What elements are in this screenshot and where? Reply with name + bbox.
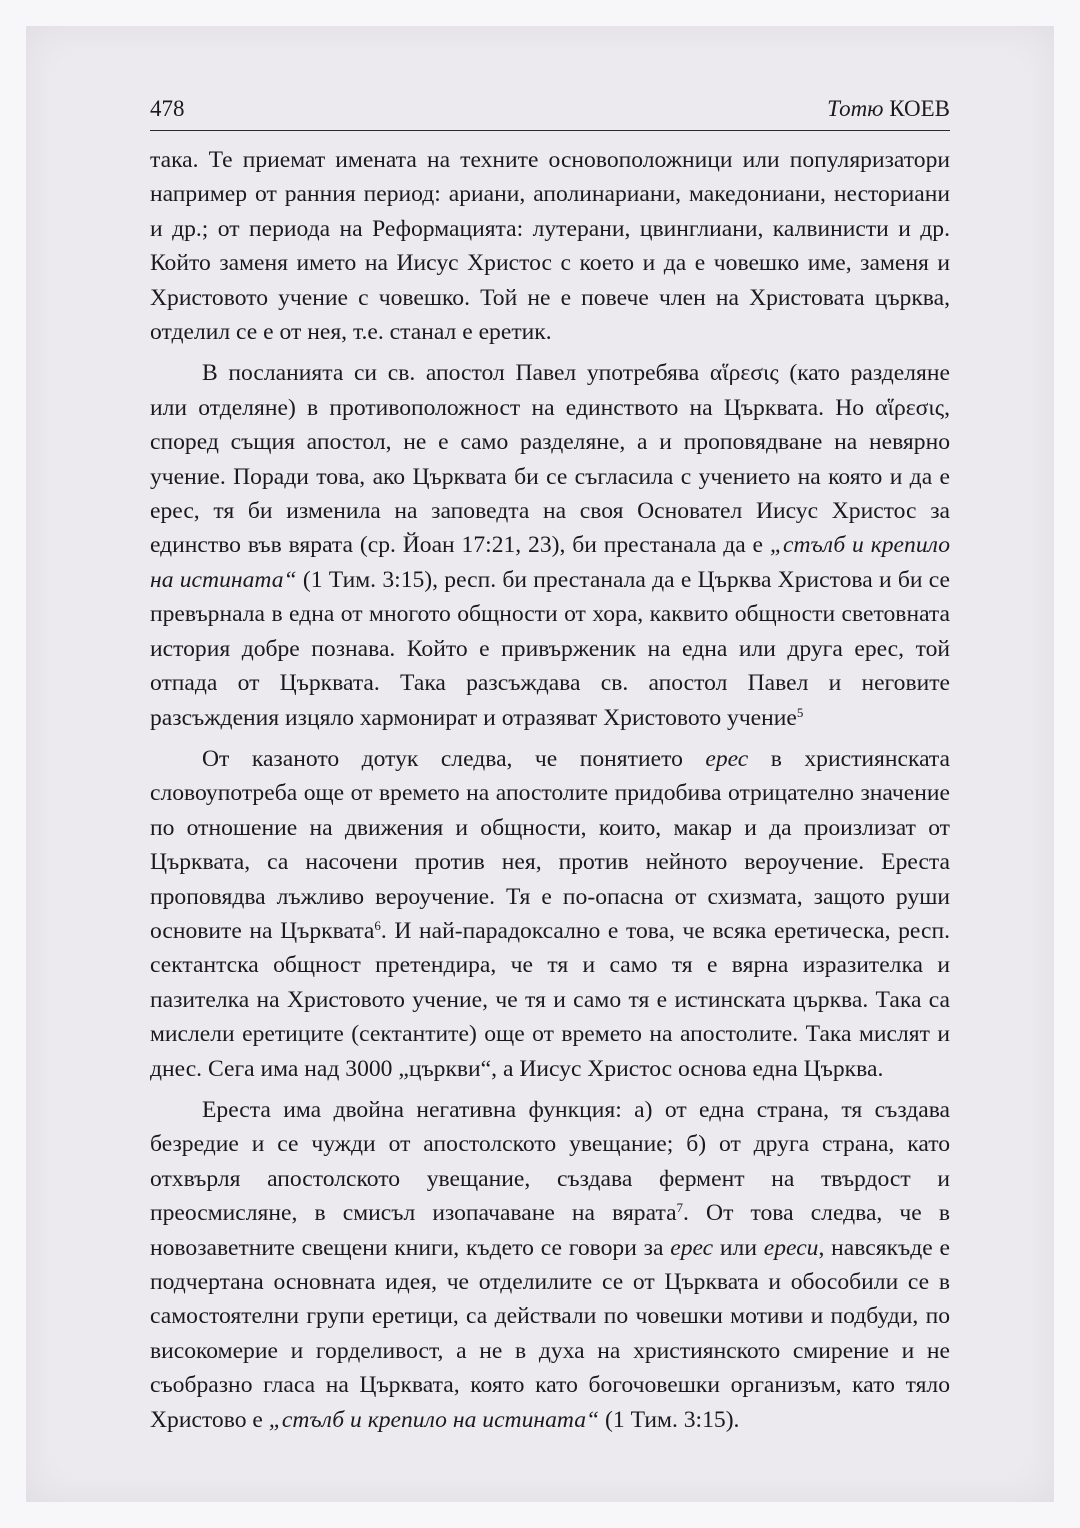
- paragraph-1-text: така. Те приемат имената на техните основоположници или популяризатори например от ранния период: ариани, аполинариани, македониани, несториани и др.; от периода на Реформацията: лутерани, цвинглиани, калвинисти и др. Който заменя името на Иисус Христос с което и да е човешко име, заменя и Христовото учение с човешко. Той не е повече член на Христовата църква, отделил се е от нея, т.е. станал е еретик.: [150, 147, 950, 346]
- text-run: . И най-парадоксално е това, че всяка еретическа, респ. сектантска общност претендира, че тя и само тя е вярна изразителка и пазителка на Христовото учение, че тя и само тя е истинската църква. Така са мислели еретиците (сектантите) още от времето на апостолите. Така мислят и днес. Сега има над 3000 „църкви“, а Иисус Христос основа една Църква.: [150, 917, 950, 1082]
- footnote-marker: 6: [374, 917, 381, 933]
- text-run: в християнската словоупотреба още от времето на апостолите придобива отрицателно значение по отношение на движения и общности, които, макар и да произлизат от Църквата, са насочени против нея, против нейното вероучение. Ереста проповядва лъжливо вероучение. Тя е по-опасна от схизмата, защото руши основите на Църквата: [150, 745, 950, 944]
- text-run: . От това следва, че в новозаветните свещени книги, където се говори за: [150, 1200, 950, 1261]
- text-run: (1 Тим. 3:15), респ. би престанала да е Църква Христова и би се превърнала в една от многото общности от хора, каквито общности световната история добре познава. Който е привърженик на една или друга ерес, той отпада от Църквата. Така разсъждава св. апостол Павел и неговите разсъждения изцяло хармонират и отразяват Христовото учение: [150, 566, 950, 731]
- page-number: 478: [150, 96, 185, 121]
- footnote-marker: 7: [676, 1200, 684, 1216]
- text-run: От казаното дотук следва, че понятието: [202, 745, 706, 772]
- paragraph-1: [150, 143, 950, 349]
- text-run: , навсякъде е подчертана основната идея, че отделилите се от Църквата и обособили се в самостоятелни групи еретици, са действали по човешки мотиви и подбуди, по високомерие и горделивост, а не в духа на християнското смирение и не съобразно гласа на Църквата, която като богочовешки организъм, като тяло Христово е: [150, 1234, 951, 1433]
- text-run: В посланията си св. апостол Павел употребява: [202, 360, 710, 387]
- author-last-name: КОЕВ: [889, 96, 950, 121]
- paragraph-3: [150, 742, 950, 1086]
- paragraph-4: [150, 1093, 950, 1437]
- text-run: Ереста има двойна негативна функция: а) от една страна, тя създава безредие и се чужди от апостолското увещание; б) от друга страна, като отхвърля апостолското увещание, създава фермент на твърдост и преосмисляне, в смисъл изопачаване на вярата: [150, 1096, 950, 1227]
- greek-term: αἵρεσις: [709, 360, 779, 387]
- italic-term: ерес: [670, 1234, 714, 1261]
- running-head-author: [827, 96, 950, 122]
- text-run: (1 Тим. 3:15).: [599, 1406, 740, 1433]
- author-first-name: Тотю: [827, 96, 884, 121]
- italic-term: ереси: [763, 1234, 819, 1261]
- text-run: или: [713, 1234, 764, 1261]
- running-header: [150, 96, 950, 131]
- greek-term: αἵρεσις: [875, 394, 945, 421]
- book-page: [150, 96, 950, 1437]
- footnote-marker: 5: [796, 704, 804, 720]
- italic-quote: „стълб и крепило на истината“: [268, 1406, 600, 1433]
- italic-quote: „стълб и крепило на истината“: [150, 532, 950, 593]
- page-body: [150, 143, 950, 1437]
- text-run: , според същия апостол, не е само разделяне, а и проповядване на невярно учение. Поради това, ако Църквата би се съгласила с учението на която и да е ерес, тя би изменила на заповедта на своя Основател Иисус Христос за единство във вярата (ср. Йоан 17:21, 23), би престанала да е: [150, 394, 950, 559]
- text-run: (като разделяне или отделяне) в противоположност на единството на Църквата. Но: [150, 360, 950, 421]
- italic-term: ерес: [705, 745, 749, 772]
- paragraph-2: [150, 356, 950, 734]
